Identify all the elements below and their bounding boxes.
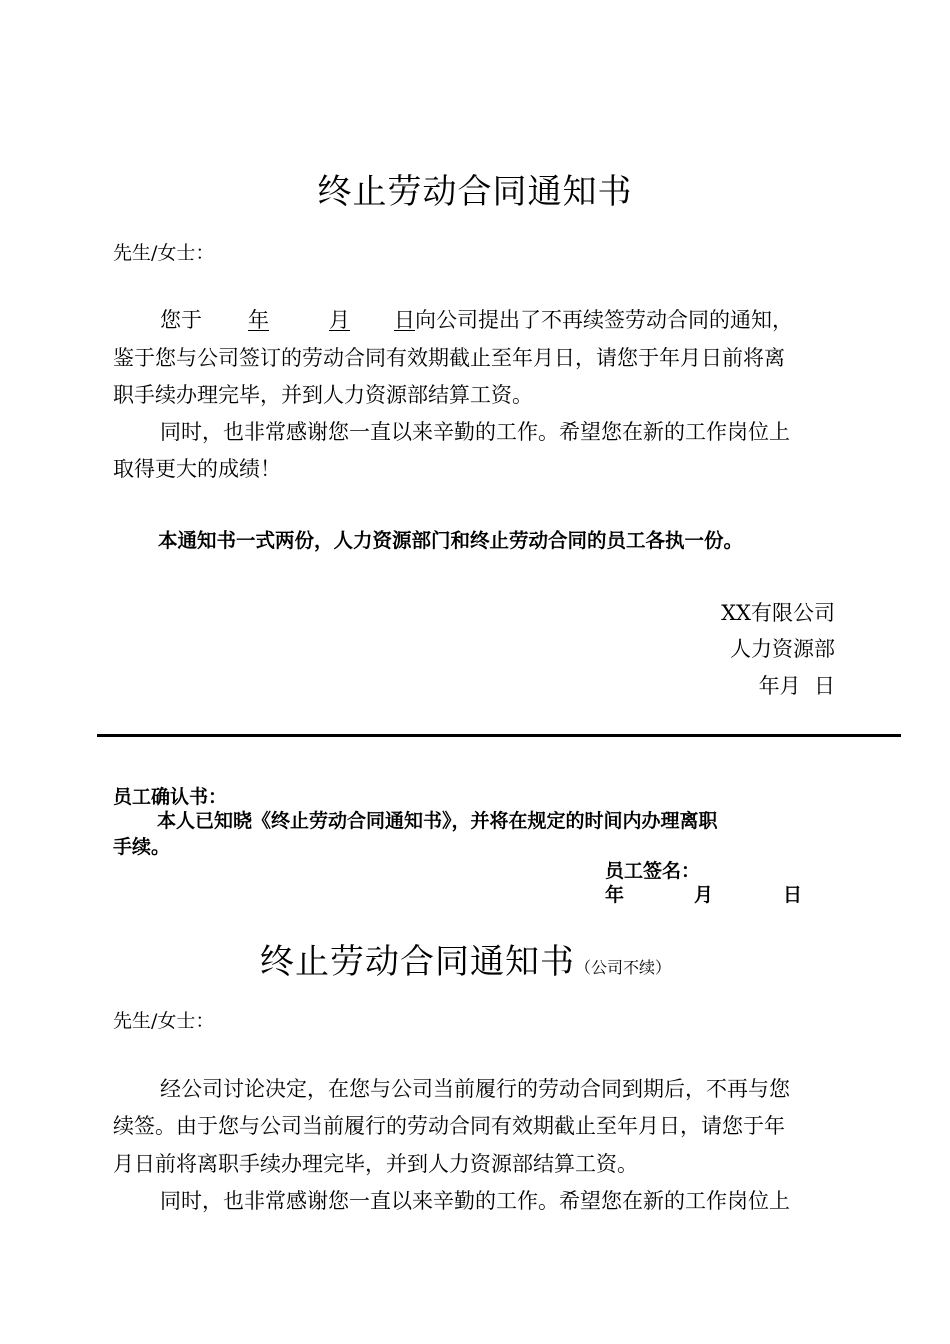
paragraph-line — [160, 304, 793, 334]
day-label: 日 — [783, 884, 803, 906]
year-label: 年 — [605, 884, 625, 906]
notice-title-2 — [260, 934, 671, 983]
notice-title: 终止劳动合同通知书 — [317, 172, 633, 212]
month-label: 月 — [329, 308, 350, 332]
title-text: 终止劳动合同通知书 — [260, 942, 575, 982]
text-span: 您于 — [160, 308, 202, 332]
salutation: 先生/女士： — [113, 1010, 215, 1032]
day-label: 日 — [394, 308, 415, 332]
paragraph-line: 职手续办理完毕，并到人力资源部结算工资。 — [113, 383, 533, 407]
company-name: XX有限公司 — [721, 601, 835, 625]
year-label: 年 — [248, 308, 269, 332]
signature-label: 员工签名： — [605, 860, 701, 882]
date-blank — [202, 308, 415, 332]
paragraph-line: 鉴于您与公司签订的劳动合同有效期截止至年月日，请您于年月日前将离 — [113, 346, 785, 370]
paragraph-line: 同时，也非常感谢您一直以来辛勤的工作。希望您在新的工作岗位上 — [160, 420, 790, 444]
confirmation-heading: 员工确认书： — [113, 786, 228, 808]
paragraph-line: 同时，也非常感谢您一直以来辛勤的工作。希望您在新的工作岗位上 — [160, 1189, 790, 1213]
paragraph-line: 经公司讨论决定，在您与公司当前履行的劳动合同到期后，不再与您 — [160, 1077, 790, 1101]
department-name: 人力资源部 — [730, 637, 835, 661]
confirmation-text: 本人已知晓《终止劳动合同通知书》，并将在规定的时间内办理离职 — [157, 810, 718, 832]
salutation: 先生/女士： — [113, 242, 215, 264]
confirmation-text: 手续。 — [113, 836, 171, 858]
subtitle-text: （公司不续） — [575, 958, 672, 977]
divider — [97, 734, 901, 737]
month-label: 月 — [694, 884, 714, 906]
paragraph-line: 续签。由于您与公司当前履行的劳动合同有效期截止至年月日，请您于年 — [113, 1114, 785, 1138]
paragraph-line: 取得更大的成绩！ — [113, 457, 281, 481]
paragraph-line: 月日前将离职手续办理完毕，并到人力资源部结算工资。 — [113, 1152, 638, 1176]
text-span: 向公司提出了不再续签劳动合同的通知， — [415, 308, 793, 332]
signature-date — [605, 880, 802, 907]
note-text: 本通知书一式两份，人力资源部门和终止劳动合同的员工各执一份。 — [158, 529, 744, 552]
date-line: 年月 日 — [758, 674, 835, 698]
